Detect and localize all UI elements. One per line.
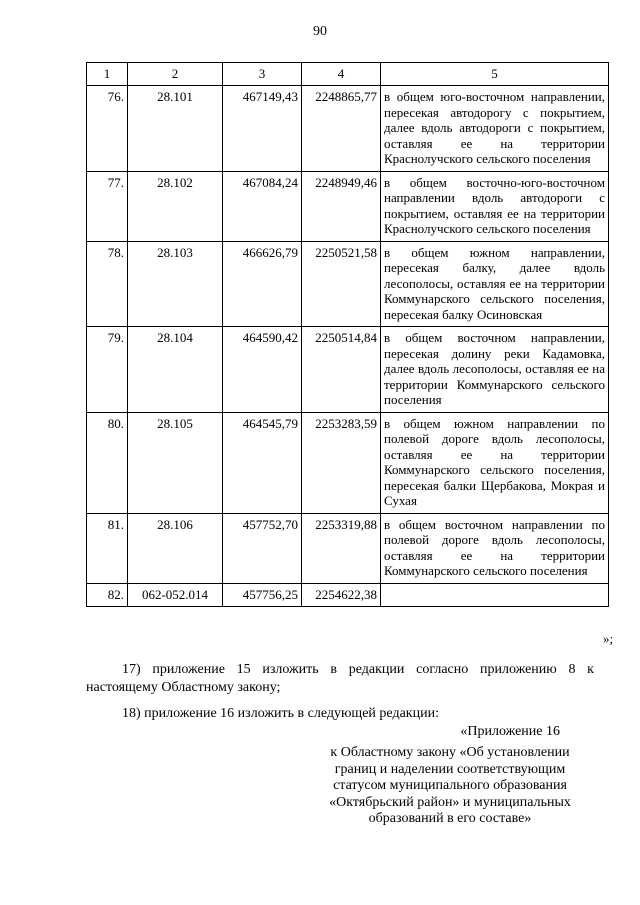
- row-number: 78.: [87, 241, 128, 327]
- coord-y: 2250521,58: [302, 241, 381, 327]
- appendix-reference-line: образований в его составе»: [368, 811, 532, 826]
- boundary-table: [86, 62, 609, 607]
- coord-y: 2253283,59: [302, 412, 381, 513]
- coord-y: 2248865,77: [302, 86, 381, 172]
- point-id: 062-052.014: [128, 583, 223, 607]
- row-number: 80.: [87, 412, 128, 513]
- boundary-description: в общем восточном направлении по полевой дороге вдоль лесополосы, оставляя ее на территории Коммунарского сельского поселения: [381, 513, 609, 583]
- point-id: 28.105: [128, 412, 223, 513]
- point-id: 28.104: [128, 327, 223, 413]
- header-cell: 4: [302, 63, 381, 86]
- row-number: 76.: [87, 86, 128, 172]
- row-number: 77.: [87, 171, 128, 241]
- header-cell: 2: [128, 63, 223, 86]
- page-number: 90: [313, 24, 327, 39]
- paragraph-17: 17) приложение 15 изложить в редакции согласно приложению 8 к настоящему Областному закону;: [86, 662, 594, 695]
- boundary-description: в общем восточном направлении, пересекая долину реки Кадамовка, далее вдоль лесополосы, оставляя ее на территории Коммунарского сельского поселения: [381, 327, 609, 413]
- coord-y: 2248949,46: [302, 171, 381, 241]
- coord-x: 457756,25: [223, 583, 302, 607]
- boundary-description: в общем южном направлении по полевой дороге вдоль лесополосы, оставляя ее на территории Коммунарского сельского поселения, пересекая балки Щербакова, Мокрая и Сухая: [381, 412, 609, 513]
- appendix-reference-line: статусом муниципального образования: [333, 778, 567, 793]
- table-row: [87, 327, 609, 413]
- boundary-description: в общем южном направлении, пересекая балку, далее вдоль лесополосы, оставляя ее на территории Коммунарского сельского поселения, пересекая балку Осиновская: [381, 241, 609, 327]
- header-cell: 3: [223, 63, 302, 86]
- coord-x: 464545,79: [223, 412, 302, 513]
- coord-y: 2253319,88: [302, 513, 381, 583]
- point-id: 28.101: [128, 86, 223, 172]
- boundary-description: в общем юго-восточном направлении, пересекая автодорогу с покрытием, далее вдоль автодороги с покрытием, оставляя ее на территории Краснолучского сельского поселения: [381, 86, 609, 172]
- point-id: 28.106: [128, 513, 223, 583]
- coord-x: 464590,42: [223, 327, 302, 413]
- coord-y: 2250514,84: [302, 327, 381, 413]
- table-row: [87, 412, 609, 513]
- appendix-reference-line: к Областному закону «Об установлении: [330, 745, 570, 760]
- boundary-description: [381, 583, 609, 607]
- point-id: 28.102: [128, 171, 223, 241]
- coord-x: 467149,43: [223, 86, 302, 172]
- coord-x: 467084,24: [223, 171, 302, 241]
- table-row: [87, 513, 609, 583]
- coord-x: 457752,70: [223, 513, 302, 583]
- appendix-reference: [300, 745, 600, 828]
- table-header-row: [87, 63, 609, 86]
- table-row: [87, 583, 609, 607]
- table-row: [87, 241, 609, 327]
- appendix-title: «Приложение 16: [460, 724, 560, 739]
- header-cell: 1: [87, 63, 128, 86]
- closing-quote-mark: »;: [603, 631, 614, 646]
- boundary-description: в общем восточно-юго-восточном направлении вдоль автодороги с покрытием, оставляя ее на территории Краснолучского сельского поселения: [381, 171, 609, 241]
- coord-y: 2254622,38: [302, 583, 381, 607]
- appendix-reference-line: границ и наделении соответствующим: [334, 761, 566, 777]
- coord-x: 466626,79: [223, 241, 302, 327]
- header-cell: 5: [381, 63, 609, 86]
- appendix-reference-line: «Октябрьский район» и муниципальных: [329, 794, 571, 810]
- row-number: 79.: [87, 327, 128, 413]
- paragraph-18: 18) приложение 16 изложить в следующей редакции:: [122, 706, 439, 721]
- table-row: [87, 86, 609, 172]
- row-number: 81.: [87, 513, 128, 583]
- row-number: 82.: [87, 583, 128, 607]
- table-row: [87, 171, 609, 241]
- point-id: 28.103: [128, 241, 223, 327]
